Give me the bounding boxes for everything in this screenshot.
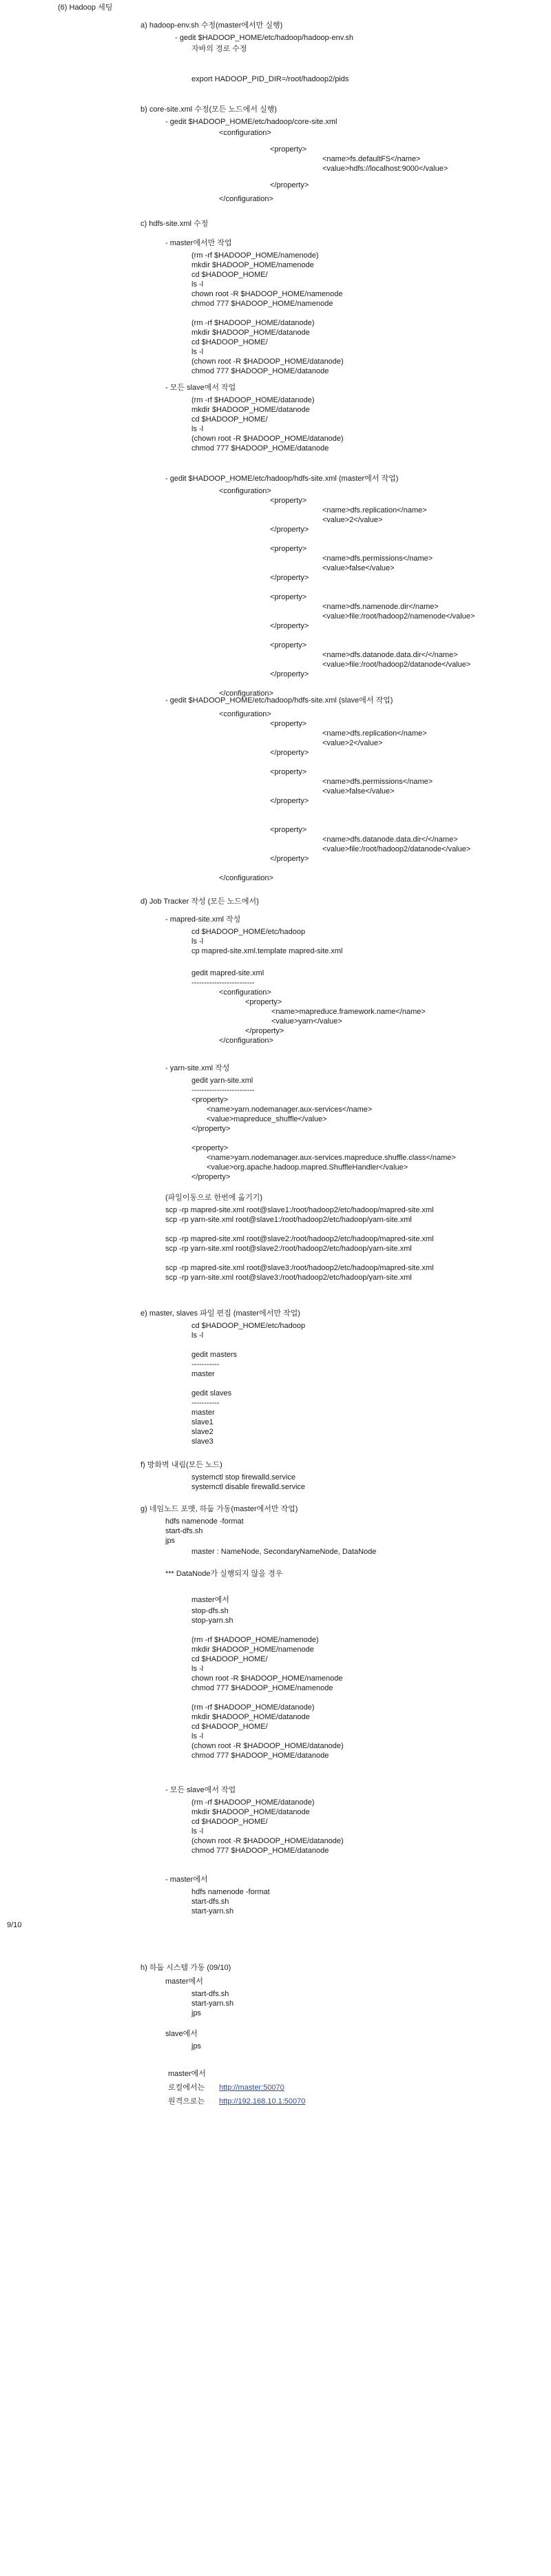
code-line: <property>	[191, 1144, 229, 1152]
section-heading: e) master, slaves 파일 편집 (master에서만 작업)	[141, 1309, 300, 1318]
code-line: cd $HADOOP_HOME/etc/hadoop	[191, 928, 306, 936]
code-line: chmod 777 $HADOOP_HOME/datanode	[191, 444, 329, 453]
xml-line: </property>	[270, 749, 309, 757]
xml-line: <configuration>	[219, 710, 271, 718]
code-line: (rm -rf $HADOOP_HOME/namenode)	[191, 1636, 319, 1644]
code-line: ls -l	[191, 1331, 204, 1340]
code-line: chmod 777 $HADOOP_HOME/namenode	[191, 300, 333, 308]
code-line: mkdir $HADOOP_HOME/datanode	[191, 1713, 310, 1721]
code-line: (rm -rf $HADOOP_HOME/datanode)	[191, 1703, 315, 1712]
xml-line: <value>file:/root/hadoop2/datanode</value>	[322, 845, 471, 853]
code-line: (rm -rf $HADOOP_HOME/datanode)	[191, 396, 315, 404]
code-line: chmod 777 $HADOOP_HOME/datanode	[191, 1847, 329, 1855]
code-line: cp mapred-site.xml.template mapred-site.xml	[191, 947, 343, 955]
code-line: <configuration>	[219, 988, 271, 997]
code-line: scp -rp mapred-site.xml root@slave1:/root/hadoop2/etc/hadoop/mapred-site.xml	[165, 1206, 434, 1214]
code-line: cd $HADOOP_HOME/etc/hadoop	[191, 1322, 306, 1330]
subsection-title: - master에서만 작업	[165, 239, 232, 247]
code-line: <value>org.apache.hadoop.mapred.ShuffleHandler</value>	[207, 1163, 408, 1172]
section-heading: f) 방화벽 내림(모든 노드)	[141, 1461, 222, 1469]
code-line: hdfs namenode -format	[191, 1888, 270, 1896]
subsection-title: - 모든 slave에서 작업	[165, 1786, 236, 1794]
code-line: gedit yarn-site.xml	[191, 1077, 253, 1085]
code-line: start-dfs.sh	[191, 1990, 229, 1998]
xml-line: </configuration>	[219, 195, 273, 203]
code-line: <name>yarn.nodemanager.aux-services</name>	[207, 1105, 373, 1114]
code-line: start-dfs.sh	[165, 1527, 203, 1535]
code-line: </property>	[245, 1027, 284, 1035]
xml-line: <property>	[270, 768, 307, 776]
xml-line: </property>	[270, 670, 309, 678]
section-heading: b) core-site.xml 수정(모든 노드에서 실행)	[141, 105, 277, 114]
xml-line: </configuration>	[219, 689, 273, 698]
code-line: (chown root -R $HADOOP_HOME/datanode)	[191, 1742, 344, 1750]
page-title: (6) Hadoop 세팅	[58, 3, 113, 12]
section-heading: d) Job Tracker 작성 (모든 노드에서)	[141, 897, 259, 906]
code-line: - gedit $HADOOP_HOME/etc/hadoop/core-site.xml	[165, 118, 337, 126]
code-line: systemctl stop firewalld.service	[191, 1473, 295, 1482]
code-line: cd $HADOOP_HOME/	[191, 1655, 268, 1663]
code-line: </configuration>	[219, 1037, 273, 1045]
xml-line: <value>false</value>	[322, 787, 395, 796]
code-line: start-yarn.sh	[191, 1907, 234, 1915]
xml-line: </property>	[270, 181, 309, 189]
remote-url-link[interactable]: http://192.168.10.1:50070	[219, 2097, 306, 2106]
code-line: gedit masters	[191, 1351, 238, 1359]
xml-line: </property>	[270, 622, 309, 630]
code-line: <value>mapreduce_shuffle</value>	[207, 1115, 327, 1123]
code-line: scp -rp mapred-site.xml root@slave3:/root/hadoop2/etc/hadoop/mapred-site.xml	[165, 1264, 434, 1272]
code-line: -------------------------	[191, 979, 255, 987]
section-heading: h) 하둡 시스템 가동 (09/10)	[141, 1964, 231, 1972]
code-line: chown root -R $HADOOP_HOME/namenode	[191, 290, 343, 298]
code-line: jps	[165, 1537, 176, 1545]
code-line: systemctl disable firewalld.service	[191, 1483, 306, 1491]
remote-label: 원격으로는	[168, 2097, 207, 2106]
code-line: scp -rp yarn-site.xml root@slave3:/root/hadoop2/etc/hadoop/yarn-site.xml	[165, 1274, 412, 1282]
xml-line: <configuration>	[219, 129, 271, 137]
local-url-link[interactable]: http://master:50070	[219, 2084, 284, 2092]
subsection-title: - 모든 slave에서 작업	[165, 384, 236, 392]
xml-line: </property>	[270, 526, 309, 534]
side-date-label: 9/10	[7, 1921, 22, 1929]
xml-line: <value>hdfs://localhost:9000</value>	[322, 165, 448, 173]
code-line: (rm -rf $HADOOP_HOME/datanode)	[191, 1798, 315, 1807]
code-line: ls -l	[191, 425, 204, 433]
xml-line: <name>dfs.namenode.dir</name>	[322, 603, 439, 611]
code-line: mkdir $HADOOP_HOME/namenode	[191, 261, 314, 269]
code-line: gedit mapred-site.xml	[191, 969, 264, 977]
xml-line: <value>2</value>	[322, 516, 383, 524]
code-line: slave1	[191, 1418, 214, 1426]
code-line: (rm -rf $HADOOP_HOME/namenode)	[191, 251, 319, 260]
subsection-title: master에서	[191, 1596, 229, 1604]
code-line: ls -l	[191, 348, 204, 356]
code-line: master : NameNode, SecondaryNameNode, DataNode	[191, 1548, 377, 1556]
code-line: -----------	[191, 1360, 220, 1369]
code-line: mkdir $HADOOP_HOME/datanode	[191, 1808, 310, 1816]
code-line: ls -l	[191, 1827, 204, 1836]
section-heading: c) hdfs-site.xml 수정	[141, 220, 209, 228]
xml-line: <name>dfs.datanode.data.dir</</name>	[322, 651, 458, 659]
code-line: gedit slaves	[191, 1389, 232, 1398]
subsection-title: (파일이동으로 한번에 옮기기)	[165, 1194, 262, 1202]
xml-line: <property>	[270, 497, 307, 505]
section-heading: g) 네임노드 포맷, 하둡 가동(master에서만 작업)	[141, 1505, 298, 1513]
code-line: cd $HADOOP_HOME/	[191, 415, 268, 424]
xml-line: <property>	[270, 593, 307, 601]
code-line: cd $HADOOP_HOME/	[191, 1723, 268, 1731]
code-line: mkdir $HADOOP_HOME/datanode	[191, 329, 310, 337]
code-line: ls -l	[191, 280, 204, 289]
code-line: jps	[191, 2009, 202, 2017]
xml-line: <property>	[270, 826, 307, 834]
xml-line: <value>2</value>	[322, 739, 383, 747]
xml-line: </property>	[270, 797, 309, 805]
code-line: cd $HADOOP_HOME/	[191, 271, 268, 279]
code-line: chown root -R $HADOOP_HOME/namenode	[191, 1674, 343, 1683]
code-line: scp -rp yarn-site.xml root@slave1:/root/hadoop2/etc/hadoop/yarn-site.xml	[165, 1216, 412, 1224]
xml-line: <property>	[270, 545, 307, 553]
code-line: cd $HADOOP_HOME/	[191, 338, 268, 346]
subsection-title: - yarn-site.xml 작성	[165, 1064, 230, 1072]
code-line: chmod 777 $HADOOP_HOME/namenode	[191, 1684, 333, 1692]
subsection-title: - gedit $HADOOP_HOME/etc/hadoop/hdfs-site.xml (master에서 작업)	[165, 475, 399, 483]
code-line: (chown root -R $HADOOP_HOME/datanode)	[191, 435, 344, 443]
subsection-title: - master에서	[165, 1876, 208, 1884]
code-line: mkdir $HADOOP_HOME/namenode	[191, 1645, 314, 1654]
code-line: master	[191, 1409, 215, 1417]
code-line: mkdir $HADOOP_HOME/datanode	[191, 406, 310, 414]
note-line: *** DataNode가 실행되지 않을 경우	[165, 1570, 283, 1578]
code-line: start-yarn.sh	[191, 1999, 234, 2008]
code-line: - gedit $HADOOP_HOME/etc/hadoop/hadoop-env.sh	[175, 34, 354, 42]
xml-line: <name>dfs.permissions</name>	[322, 778, 433, 786]
code-line: <name>yarn.nodemanager.aux-services.mapreduce.shuffle.class</name>	[207, 1154, 456, 1162]
xml-line: <name>dfs.replication</name>	[322, 506, 427, 515]
subsection-title: master에서	[165, 1977, 203, 1986]
code-line: (chown root -R $HADOOP_HOME/datanode)	[191, 357, 344, 366]
code-line: </property>	[191, 1173, 231, 1181]
code-line: slave3	[191, 1437, 214, 1446]
xml-line: <configuration>	[219, 487, 271, 495]
section-heading: a) hadoop-env.sh 수정(master에서만 실행)	[141, 21, 283, 30]
xml-line: <name>dfs.datanode.data.dir</</name>	[322, 835, 458, 844]
code-line: chmod 777 $HADOOP_HOME/datanode	[191, 1752, 329, 1760]
code-line: ls -l	[191, 1665, 204, 1673]
code-line: chmod 777 $HADOOP_HOME/datanode	[191, 367, 329, 375]
code-line: scp -rp mapred-site.xml root@slave2:/root/hadoop2/etc/hadoop/mapred-site.xml	[165, 1235, 434, 1243]
code-line: jps	[191, 2042, 202, 2050]
code-line: <value>yarn</value>	[271, 1017, 342, 1026]
code-line: <property>	[191, 1096, 229, 1104]
code-line: ls -l	[191, 1732, 204, 1741]
code-line: master	[191, 1370, 215, 1378]
xml-line: </property>	[270, 855, 309, 863]
code-line: stop-yarn.sh	[191, 1617, 233, 1625]
code-line: export HADOOP_PID_DIR=/root/hadoop2/pids	[191, 75, 349, 83]
subsection-title: slave에서	[165, 2030, 198, 2038]
xml-line: <value>file:/root/hadoop2/datanode</value>	[322, 661, 471, 669]
code-line: hdfs namenode -format	[165, 1517, 244, 1526]
xml-line: <property>	[270, 145, 307, 154]
code-line: cd $HADOOP_HOME/	[191, 1818, 268, 1826]
code-line: start-dfs.sh	[191, 1898, 229, 1906]
code-line: (rm -rf $HADOOP_HOME/datanode)	[191, 319, 315, 327]
xml-line: <property>	[270, 720, 307, 728]
xml-line: <value>false</value>	[322, 564, 395, 572]
note-line: 자바의 경로 수정	[191, 45, 247, 53]
local-label: 로컬에서는	[168, 2084, 207, 2092]
subsection-title: master에서	[168, 2070, 206, 2078]
code-line: <property>	[245, 998, 282, 1006]
code-line: slave2	[191, 1428, 214, 1436]
code-line: </property>	[191, 1125, 231, 1133]
code-line: (chown root -R $HADOOP_HOME/datanode)	[191, 1837, 344, 1845]
code-line: ls -l	[191, 937, 204, 946]
subsection-title: - gedit $HADOOP_HOME/etc/hadoop/hdfs-site.xml (slave에서 작업)	[165, 696, 393, 705]
xml-line: <name>dfs.permissions</name>	[322, 554, 433, 563]
xml-line: </configuration>	[219, 874, 273, 882]
subsection-title: - mapred-site.xml 작성	[165, 915, 241, 924]
xml-line: <name>dfs.replication</name>	[322, 729, 427, 738]
xml-line: <value>file:/root/hadoop2/namenode</value>	[322, 612, 475, 621]
code-line: stop-dfs.sh	[191, 1607, 229, 1615]
xml-line: <property>	[270, 641, 307, 650]
xml-line: </property>	[270, 574, 309, 582]
code-line: scp -rp yarn-site.xml root@slave2:/root/hadoop2/etc/hadoop/yarn-site.xml	[165, 1245, 412, 1253]
xml-line: <name>fs.defaultFS</name>	[322, 155, 421, 163]
code-line: -------------------------	[191, 1086, 255, 1094]
code-line: <name>mapreduce.framework.name</name>	[271, 1008, 426, 1016]
code-line: -----------	[191, 1399, 220, 1407]
